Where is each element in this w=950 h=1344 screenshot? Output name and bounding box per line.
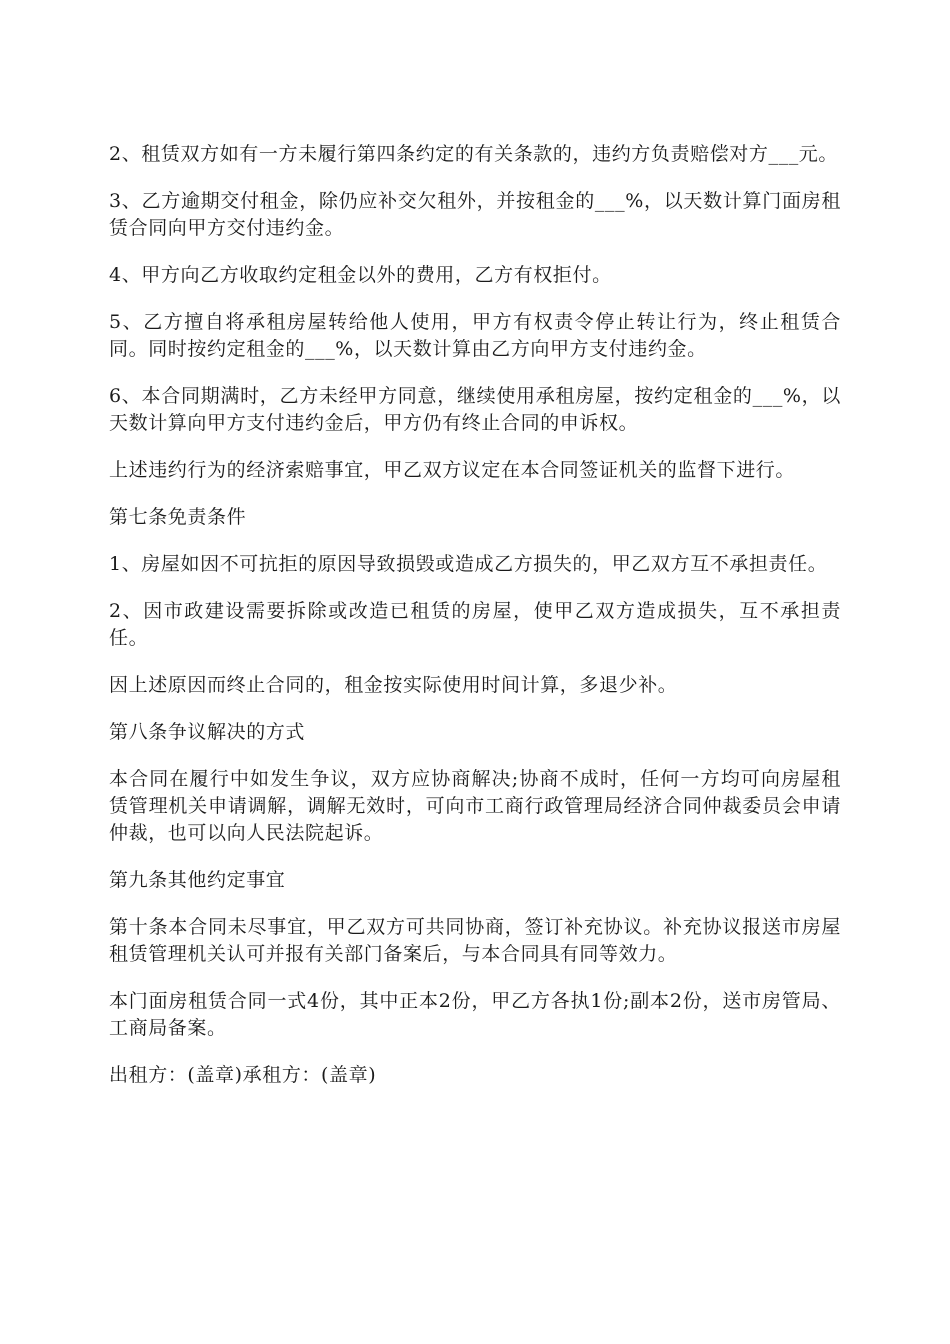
clause-paragraph: 2、租赁双方如有一方未履行第四条约定的有关条款的，违约方负责赔偿对方___元。	[109, 143, 838, 165]
clause-paragraph: 4、甲方向乙方收取约定租金以外的费用，乙方有权拒付。	[109, 264, 612, 286]
clause-paragraph: 本门面房租赁合同一式4份，其中正本2份，甲乙方各执1份;副本2份，送市房管局、工商局备案。	[109, 990, 841, 1039]
summary-paragraph: 因上述原因而终止合同的，租金按实际使用时间计算，多退少补。	[109, 674, 678, 696]
signature-line: 出租方：(盖章)承租方：(盖章)	[109, 1064, 377, 1086]
section-heading-article-8: 第八条争议解决的方式	[109, 721, 306, 743]
clause-paragraph: 本合同在履行中如发生争议，双方应协商解决;协商不成时，任何一方均可向房屋租赁管理机关申请调解，调解无效时，可向市工商行政管理局经济合同仲裁委员会申请仲裁，也可以向人民法院起诉。	[109, 768, 841, 844]
clause-paragraph: 2、因市政建设需要拆除或改造已租赁的房屋，使甲乙双方造成损失，互不承担责任。	[109, 600, 841, 649]
clause-paragraph: 3、乙方逾期交付租金，除仍应补交欠租外，并按租金的___%，以天数计算门面房租赁合同向甲方交付违约金。	[109, 190, 841, 239]
clause-paragraph: 第十条本合同未尽事宜，甲乙双方可共同协商，签订补充协议。补充协议报送市房屋租赁管理机关认可并报有关部门备案后，与本合同具有同等效力。	[109, 916, 841, 965]
clause-paragraph: 1、房屋如因不可抗拒的原因导致损毁或造成乙方损失的，甲乙双方互不承担责任。	[109, 553, 828, 575]
section-heading-article-7: 第七条免责条件	[109, 506, 247, 528]
section-heading-article-9: 第九条其他约定事宜	[109, 869, 286, 891]
clause-paragraph: 6、本合同期满时，乙方未经甲方同意，继续使用承租房屋，按约定租金的___%，以天数计算向甲方支付违约金后，甲方仍有终止合同的申诉权。	[109, 385, 841, 434]
clause-paragraph: 5、乙方擅自将承租房屋转给他人使用，甲方有权责令停止转让行为，终止租赁合同。同时按约定租金的___%，以天数计算由乙方向甲方支付违约金。	[109, 311, 841, 360]
document-page	[109, 141, 841, 1109]
summary-paragraph: 上述违约行为的经济索赔事宜，甲乙双方议定在本合同签证机关的监督下进行。	[109, 459, 796, 481]
